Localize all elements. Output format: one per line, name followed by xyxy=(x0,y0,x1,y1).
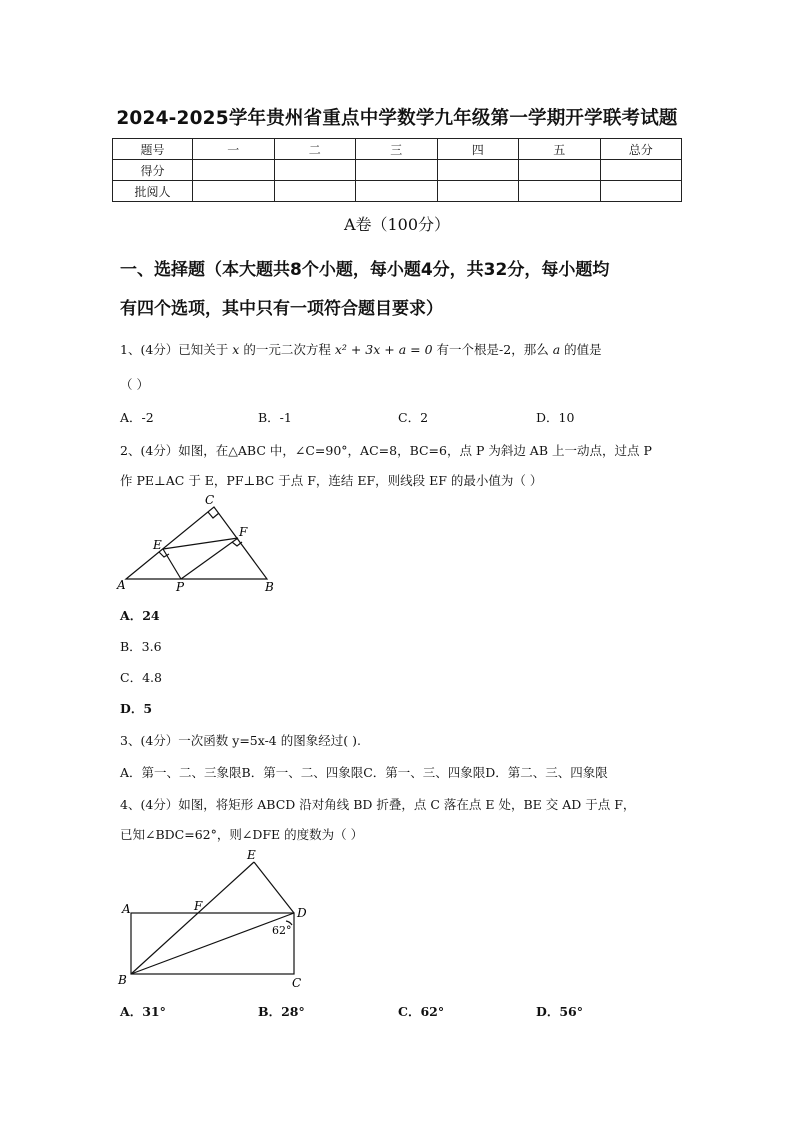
label-d: D xyxy=(297,906,307,920)
q1-equation: x² + 3x + a = 0 xyxy=(334,342,433,357)
table-cell: 批阅人 xyxy=(113,181,193,202)
label-c: C xyxy=(292,976,302,990)
q2-option-b: B．3.6 xyxy=(120,639,162,654)
label-b: B xyxy=(265,580,274,594)
q4-stem-line1: 4、(4分）如图，将矩形 ABCD 沿对角线 BD 折叠，点 C 落在点 E 处，BE 交 AD 于点 F， xyxy=(120,797,636,812)
table-cell xyxy=(356,160,438,181)
q2-triangle-figure xyxy=(112,492,282,598)
label-f: F xyxy=(239,525,248,539)
table-cell xyxy=(600,181,682,202)
q2-option-c: C．4.8 xyxy=(120,670,162,685)
q1-paren: （ ） xyxy=(120,377,149,392)
q1-option-b: B．-1 xyxy=(258,410,292,425)
q1-var-a: a xyxy=(552,342,561,357)
part1-heading-line2: 有四个选项，其中只有一项符合题目要求） xyxy=(120,299,443,319)
q2-option-d: D．5 xyxy=(120,701,153,716)
table-cell xyxy=(274,181,356,202)
q1-prefix: 1、(4分）已知关于 xyxy=(120,342,229,357)
q4-option-d: D．56° xyxy=(536,1004,583,1019)
score-table-row xyxy=(113,160,682,181)
q1-var-x: x xyxy=(232,342,240,357)
label-a: A xyxy=(117,578,126,592)
table-cell: 题号 xyxy=(113,139,193,160)
table-cell: 二 xyxy=(274,139,356,160)
section-a-heading: A卷（100分） xyxy=(343,215,451,234)
table-cell xyxy=(274,160,356,181)
table-cell: 三 xyxy=(356,139,438,160)
table-cell xyxy=(437,160,519,181)
score-table-row xyxy=(113,181,682,202)
q4-option-c: C．62° xyxy=(398,1004,445,1019)
q4-stem-line2: 已知∠BDC=62°，则∠DFE 的度数为（ ） xyxy=(120,827,364,842)
label-b: B xyxy=(118,973,127,987)
table-cell xyxy=(437,181,519,202)
table-cell: 总分 xyxy=(600,139,682,160)
q1-option-d: D．10 xyxy=(536,410,575,425)
table-cell xyxy=(193,181,275,202)
label-c: C xyxy=(205,493,215,507)
label-e: E xyxy=(247,848,256,862)
table-cell: 五 xyxy=(519,139,601,160)
table-cell xyxy=(519,181,601,202)
label-p: P xyxy=(176,580,185,594)
q1-stem xyxy=(120,340,602,358)
table-cell xyxy=(600,160,682,181)
label-f: F xyxy=(194,899,203,913)
part1-heading-line1: 一、选择题（本大题共8个小题，每小题4分，共32分，每小题均 xyxy=(120,260,610,280)
score-table-header-row xyxy=(113,139,682,160)
table-cell: 一 xyxy=(193,139,275,160)
label-e: E xyxy=(153,538,162,552)
table-cell xyxy=(193,160,275,181)
score-table xyxy=(112,138,682,202)
q1-mid2: 有一个根是-2，那么 xyxy=(436,342,549,357)
q3-options: A．第一、二、三象限B．第一、二、四象限C．第一、三、四象限D．第二、三、四象限 xyxy=(120,765,608,780)
q4-option-b: B．28° xyxy=(258,1004,305,1019)
q1-option-a: A．-2 xyxy=(120,410,154,425)
q1-mid1: 的一元二次方程 xyxy=(243,342,331,357)
q4-rectangle-figure xyxy=(114,846,314,992)
table-cell xyxy=(519,160,601,181)
exam-title: 2024-2025学年贵州省重点中学数学九年级第一学期开学联考试题 xyxy=(116,108,678,129)
q2-stem-line2: 作 PE⊥AC 于 E，PF⊥BC 于点 F，连结 EF，则线段 EF 的最小值为（ ） xyxy=(120,473,543,488)
angle-label-62: 62° xyxy=(272,924,292,937)
table-cell xyxy=(356,181,438,202)
q1-suffix: 的值是 xyxy=(564,342,602,357)
table-cell: 四 xyxy=(437,139,519,160)
q1-option-c: C．2 xyxy=(398,410,429,425)
q3-stem: 3、(4分）一次函数 y=5x-4 的图象经过( ). xyxy=(120,733,361,748)
table-cell: 得分 xyxy=(113,160,193,181)
q4-option-a: A．31° xyxy=(120,1004,166,1019)
label-a: A xyxy=(122,902,131,916)
q2-option-a: A．24 xyxy=(120,608,160,623)
q2-stem-line1: 2、(4分）如图，在△ABC 中，∠C=90°，AC=8，BC=6，点 P 为斜边 AB 上一动点，过点 P xyxy=(120,443,652,458)
